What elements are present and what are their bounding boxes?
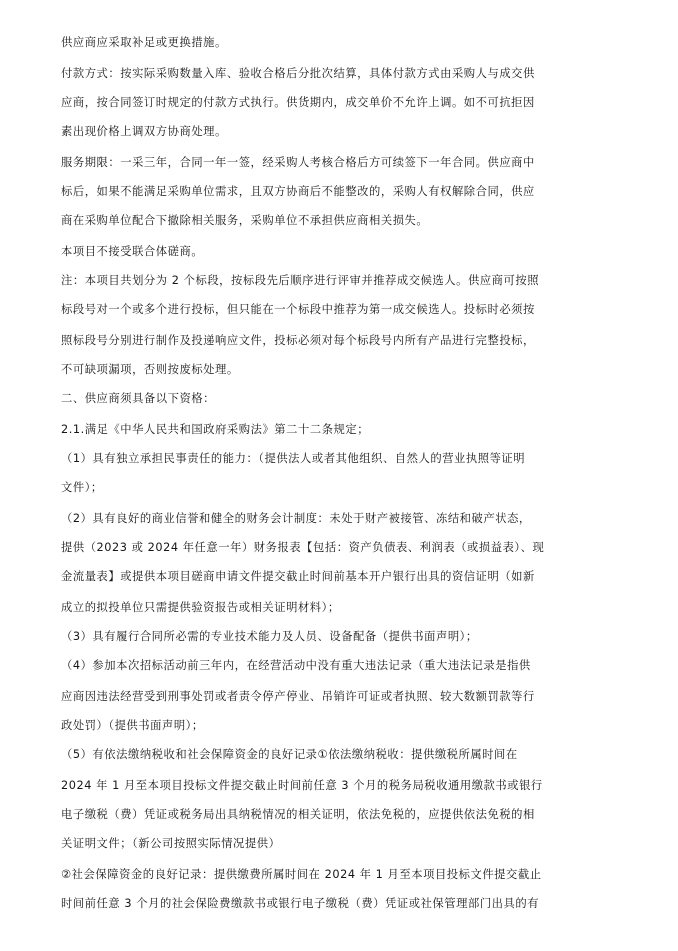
text-line: 金流量表】或提供本项目磋商申请文件提交截止时间前基本开户银行出具的资信证明（如新 [61,570,535,583]
text-line: 时间前任意 3 个月的社会保险费缴款书或银行电子缴税（费）凭证或社保管理部门出具的有 [61,897,540,910]
text-line: 照标段号分别进行制作及投递响应文件，投标必须对每个标段号内所有产品进行完整投标， [61,334,535,347]
section-heading: 二、供应商须具备以下资格： [61,392,216,405]
text-line: ②社会保障资金的良好记录：提供缴费所属时间在 2024 年 1 月至本项目投标文件提交截止 [61,868,542,881]
text-line: （5）有依法缴纳税收和社会保障资金的良好记录①依法缴纳税收：提供缴税所属时间在 [61,748,518,761]
text-line: 电子缴税（费）凭证或税务局出具纳税情况的相关证明，依法免税的，应提供依法免税的相 [61,808,535,821]
text-line: 应商，按合同签订时规定的付款方式执行。供货期内，成交单价不允许上调。如不可抗拒因 [61,96,535,109]
text-line: 注：本项目共划分为 2 个标段，按标段先后顺序进行评审并推荐成交候选人。供应商可按照 [61,274,540,287]
text-line: 标段号对一个或多个进行投标，但只能在一个标段中推荐为第一成交候选人。投标时必须按 [61,303,535,316]
text-line: 提供（2023 或 2024 年任意一年）财务报表【包括：资产负债表、利润表（或损益表）、现 [61,541,545,554]
text-line: 成立的拟投单位只需提供验资报告或相关证明材料）； [61,601,340,614]
text-line: 供应商应采取补足或更换措施。 [61,36,227,49]
text-line: （3）具有履行合同所必需的专业技术能力及人员、设备配备（提供书面声明）； [61,630,478,643]
text-line: 商在采购单位配合下撤除相关服务，采购单位不承担供应商相关损失。 [61,214,429,227]
text-line: 关证明文件；（新公司按照实际情况提供） [61,837,281,850]
text-line: 付款方式：按实际采购数量入库、验收合格后分批次结算，具体付款方式由采购人与成交供 [61,67,535,80]
text-line: （4）参加本次招标活动前三年内，在经营活动中没有重大违法记录（重大违法记录是指供 [61,659,531,672]
text-line: 服务期限：一采三年，合同一年一签，经采购人考核合格后方可续签下一年合同。供应商中 [61,156,535,169]
text-line: 应商因违法经营受到刑事处罚或者责令停产停业、吊销许可证或者执照、较大数额罚款等行 [61,690,535,703]
text-line: 素出现价格上调双方协商处理。 [61,125,227,138]
text-line: （1）具有独立承担民事责任的能力：（提供法人或者其他组织、自然人的营业执照等证明 [61,452,526,465]
text-line: 政处罚）（提供书面声明）； [61,719,204,732]
text-line: 标后，如果不能满足采购单位需求，且双方协商后不能整改的，采购人有权解除合同，供应 [61,185,535,198]
text-line: （2）具有良好的商业信誉和健全的财务会计制度：未处于财产被接管、冻结和破产状态， [61,512,531,525]
text-line: 不可缺项漏项，否则按废标处理。 [61,363,239,376]
text-line: 2.1.满足《中华人民共和国政府采购法》第二十二条规定； [61,423,370,436]
text-line: 文件）； [61,481,103,494]
text-line: 2024 年 1 月至本项目投标文件提交截止时间前任意 3 个月的税务局税收通用缴款书或银行 [61,779,543,792]
text-line: 本项目不接受联合体磋商。 [61,245,204,258]
